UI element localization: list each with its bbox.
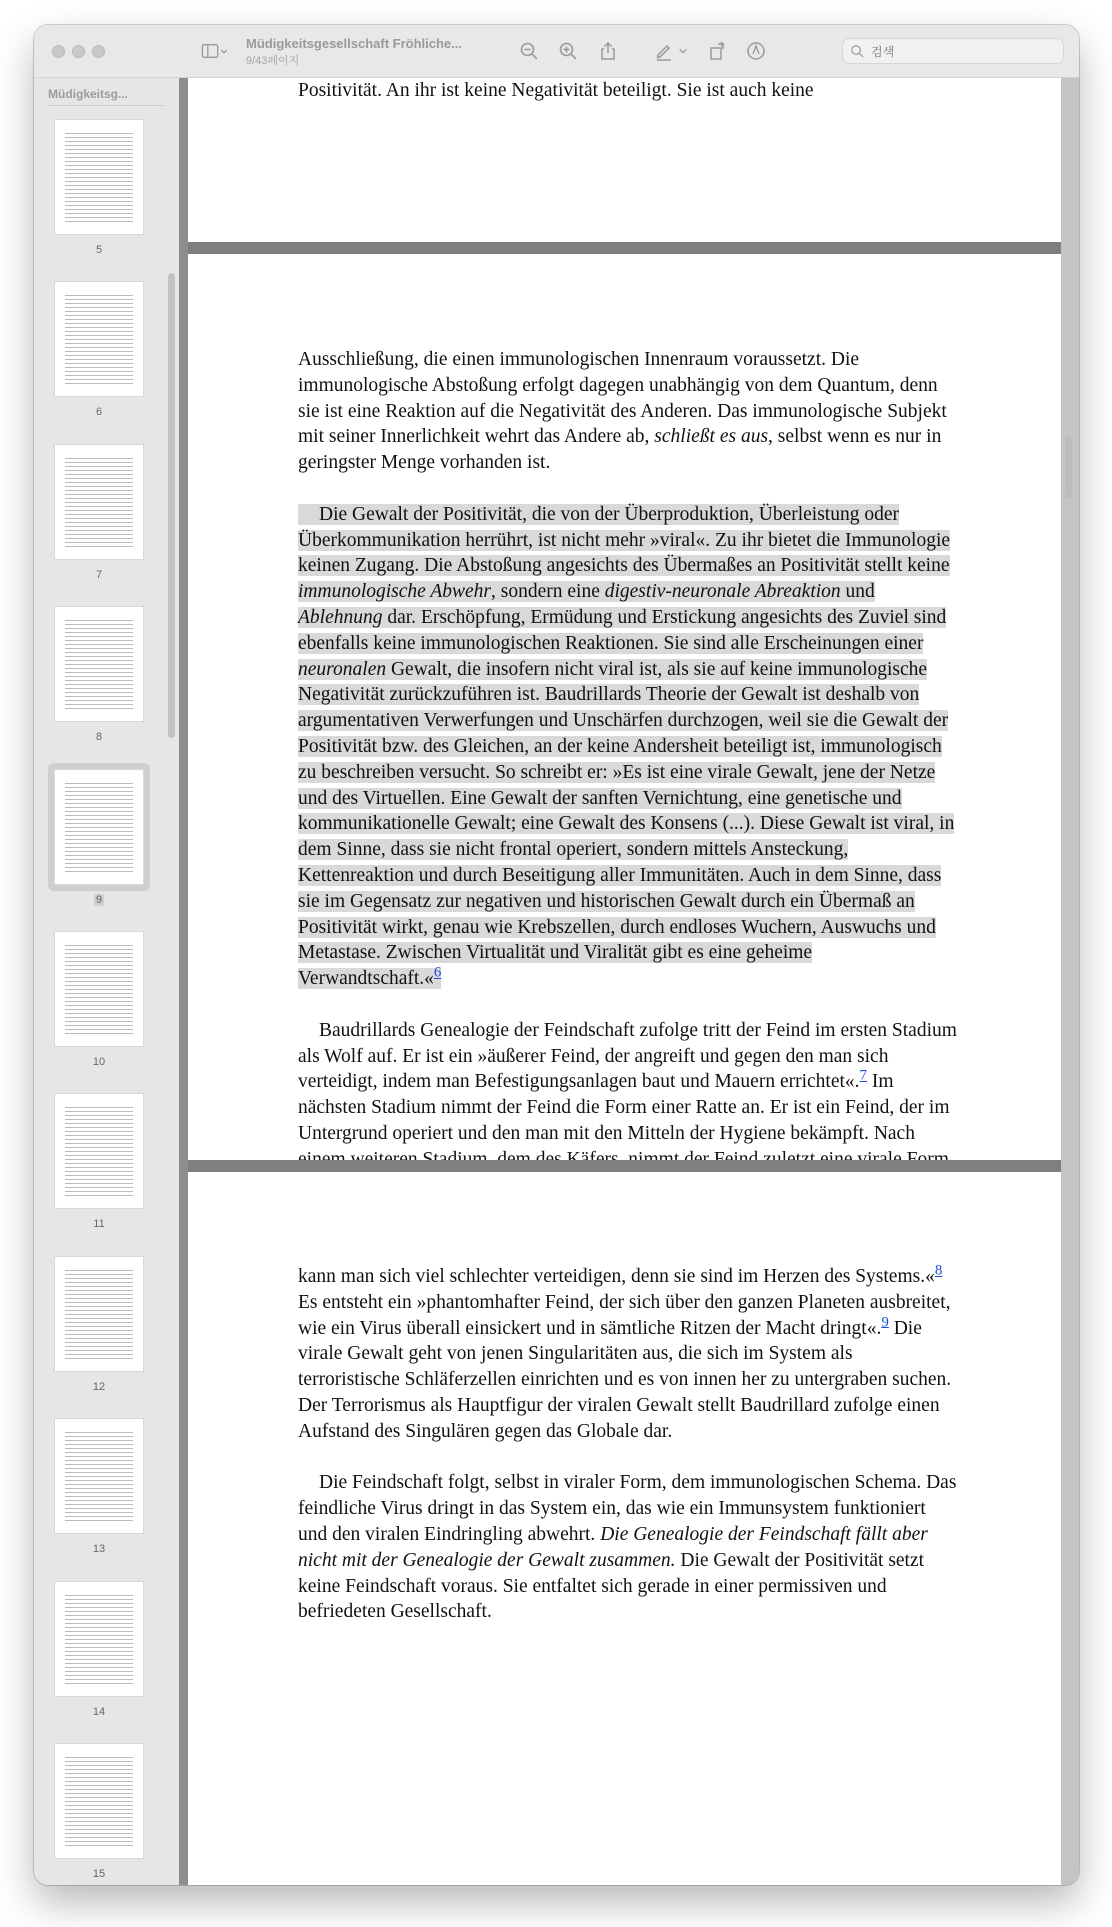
toolbar bbox=[34, 25, 1079, 78]
sidebar-icon bbox=[200, 42, 230, 60]
thumbnail-preview bbox=[65, 1106, 133, 1198]
thumbnail-label: 6 bbox=[95, 406, 103, 419]
thumbnail-preview bbox=[65, 1594, 133, 1686]
document-title: Müdigkeitsgesellschaft Fröhliche... bbox=[246, 36, 462, 51]
page-thumbnail[interactable] bbox=[55, 932, 143, 1046]
page-thumbnail[interactable] bbox=[55, 1419, 143, 1533]
thumbnail-label: 15 bbox=[92, 1868, 106, 1880]
chevron-down-icon bbox=[678, 46, 688, 56]
page-separator bbox=[188, 242, 1061, 254]
page-thumbnail[interactable] bbox=[55, 607, 143, 721]
page-thumbnail[interactable] bbox=[55, 120, 143, 234]
minimize-window-button[interactable] bbox=[72, 45, 85, 58]
thumbnail-label: 10 bbox=[92, 1056, 106, 1068]
thumbnail-preview bbox=[65, 1431, 133, 1523]
thumbnail-preview bbox=[65, 782, 133, 874]
page-thumbnail[interactable] bbox=[55, 282, 143, 396]
page-thumbnail[interactable] bbox=[55, 1257, 143, 1371]
zoom-in-button[interactable] bbox=[556, 39, 580, 63]
page-separator bbox=[188, 1160, 1061, 1172]
document-scrollbar[interactable] bbox=[1065, 436, 1072, 498]
page-text-line: Positivität. An ihr ist keine Negativität beteiligt. Sie ist auch keine bbox=[298, 80, 814, 101]
thumbnail-label: 13 bbox=[92, 1543, 106, 1556]
zoom-window-button[interactable] bbox=[92, 45, 105, 58]
thumbnail-preview bbox=[65, 619, 133, 711]
footnote-link-7[interactable]: 7 bbox=[859, 1067, 868, 1084]
page-thumbnail[interactable] bbox=[55, 1582, 143, 1696]
page-10 bbox=[188, 1172, 1061, 1885]
page-thumbnail[interactable] bbox=[55, 1744, 143, 1858]
sidebar-divider[interactable] bbox=[179, 78, 188, 1885]
close-window-button[interactable] bbox=[52, 45, 65, 58]
page-9 bbox=[188, 254, 1061, 1160]
page-8 bbox=[188, 78, 1061, 242]
search-icon bbox=[850, 44, 864, 58]
thumbnail-label: 14 bbox=[92, 1705, 106, 1718]
share-icon bbox=[598, 41, 618, 61]
page-thumbnail[interactable] bbox=[55, 770, 143, 884]
page-indicator: 9/43페이지 bbox=[246, 55, 300, 67]
share-button[interactable] bbox=[596, 39, 620, 63]
thumbnail-preview bbox=[65, 1756, 133, 1848]
zoom-out-button[interactable] bbox=[517, 39, 541, 63]
thumbnail-preview bbox=[65, 457, 133, 549]
rotate-button[interactable] bbox=[706, 39, 730, 63]
document-title-block bbox=[246, 36, 486, 68]
annotate-button[interactable] bbox=[744, 39, 768, 63]
page-thumbnail[interactable] bbox=[55, 1094, 143, 1208]
footnote-link-6[interactable]: 6 bbox=[433, 964, 442, 981]
thumbnail-label: 9 bbox=[95, 893, 103, 906]
markup-button[interactable] bbox=[652, 39, 676, 63]
sidebar-scrollbar[interactable] bbox=[168, 273, 175, 738]
highlighted-paragraph[interactable]: Die Gewalt der Positivität, die von der Überproduktion, Überleistung oder Überkommunikation herrührt, ist nicht mehr »viral«. Zu ihr bietet die Immunologie keinen Zugang. Die Abstoßung angesichts des Übermaßes an Positivität stellt keine immunologische Abwehr, sondern eine digestiv-neuronale Abreaktion und Ablehnung dar. Erschöpfung, Ermüdung und Erstickung angesichts des Zuviel sind ebenfalls keine immunologischen Reaktionen. Sie sind alle Erscheinungen einer neuronalen Gewalt, die insofern nicht viral ist, als sie auf keine immunologische Negativität zurückzuführen ist. Baudrillards Theorie der Gewalt ist deshalb von argumentativen Verwerfungen und Unschärfen durchzogen, weil sie die Gewalt der Positivität bzw. des Gleichen, an der keine Andersheit beteiligt ist, immunologisch zu beschreiben versucht. So schreibt er: »Es ist eine virale Gewalt, jene der Netze und des Virtuellen. Eine Gewalt der sanften Vernichtung, eine genetische und kommunikationelle Gewalt; eine Gewalt des Konsens (...). Diese Gewalt ist viral, in dem Sinne, dass sie nicht frontal operiert, sondern mittels Ansteckung, Kettenreaktion und durch Beseitigung aller Immunitäten. Auch in dem Sinne, dass sie im Gegensatz zur negativen und historischen Gewalt durch ein Übermaß an Positivität wirkt, genau wie Krebszellen, durch endloses Wuchern, Auswuchs und Metastase. Zwischen Virtualität und Viralität gibt es eine geheime Verwandtschaft.«$^6$ bbox=[298, 503, 955, 990]
rotate-icon bbox=[708, 41, 728, 61]
search-input[interactable] bbox=[869, 42, 1053, 62]
thumbnail-label: 7 bbox=[95, 568, 103, 581]
thumbnail-label: 5 bbox=[95, 244, 103, 256]
sidebar-header: Müdigkeitsg... bbox=[48, 87, 164, 106]
zoom-out-icon bbox=[519, 41, 539, 61]
page-thumbnail[interactable] bbox=[55, 445, 143, 559]
thumbnail-preview bbox=[65, 944, 133, 1036]
sidebar-toggle-button[interactable] bbox=[198, 39, 232, 63]
thumbnail-sidebar bbox=[34, 78, 179, 1885]
footnote-link-9[interactable]: 9 bbox=[881, 1314, 889, 1331]
preview-window bbox=[34, 25, 1079, 1885]
markup-menu-button[interactable] bbox=[675, 39, 691, 63]
thumbnail-preview bbox=[65, 132, 133, 224]
thumbnail-label: 11 bbox=[93, 1218, 105, 1231]
annotate-icon bbox=[746, 41, 766, 61]
paragraph: Baudrillards Genealogie der Feindschaft zufolge tritt der Feind im ersten Stadium als Wolf auf. Er ist ein »äußerer Feind, der angreift und gegen den man sich verteidigt, indem man Befestigungsanlagen baut und Mauern errichtet«.$^7$ Im nächsten Stadium nimmt der Feind die Form einer Ratte an. Er ist ein Feind, der im Untergrund operiert und den man mit den Mitteln der Hygiene bekämpft. Nach bbox=[298, 1019, 957, 1144]
pen-icon bbox=[654, 41, 674, 61]
search-field[interactable] bbox=[842, 38, 1064, 64]
thumbnail-label: 12 bbox=[92, 1380, 106, 1393]
paragraph: kann man sich viel schlechter verteidigen, denn sie sind im Herzen des Systems.«$^8$ Es entsteht ein »phantomhafter Feind, der sich über den ganzen Planeten ausbreitet, wie ein Virus überall einsickert und in sämtliche Ritzen der Macht dringt«.$^9$ Die virale Gewalt geht von jenen Singularitäten aus, die sich im System als terroristische Schläferzellen einrichten und es von innen her zu untergraben suchen. Der Terrorismus als Hauptfigur der viralen Gewalt stellt Baudrillard zufolge einen Aufstand des Singulären gegen das Globale dar. bbox=[298, 1262, 952, 1442]
paragraph: Die Feindschaft folgt, selbst in viraler Form, dem immunologischen Schema. Das feindliche Virus dringt in das System ein, das wie ein Immunsystem funktioniert und den viralen Eindringling abwehrt. Die Genealogie der Feindschaft fällt aber nicht mit der Genealogie der Gewalt zusammen. Die Gewalt der Positivität setzt keine Feindschaft voraus. Sie entfaltet sich gerade in einer permissiven und befriedeten Gesellschaft. bbox=[298, 1472, 957, 1623]
document-view bbox=[188, 78, 1079, 1885]
thumbnail-preview bbox=[65, 294, 133, 386]
paragraph: Ausschließung, die einen immunologischen Innenraum voraussetzt. Die immunologische Abstoßung erfolgt dagegen unabhängig von dem Quantum, denn sie ist eine Reaktion auf die Negativität des Anderen. Das immunologische Subjekt mit seiner Innerlichkeit wehrt das Andere ab, schließt es aus, selbst wenn es nur in geringster Menge vorhanden ist. bbox=[298, 349, 947, 474]
thumbnail-label: 8 bbox=[95, 731, 103, 744]
zoom-in-icon bbox=[558, 41, 578, 61]
thumbnail-preview bbox=[65, 1269, 133, 1361]
footnote-link-8[interactable]: 8 bbox=[934, 1262, 943, 1279]
